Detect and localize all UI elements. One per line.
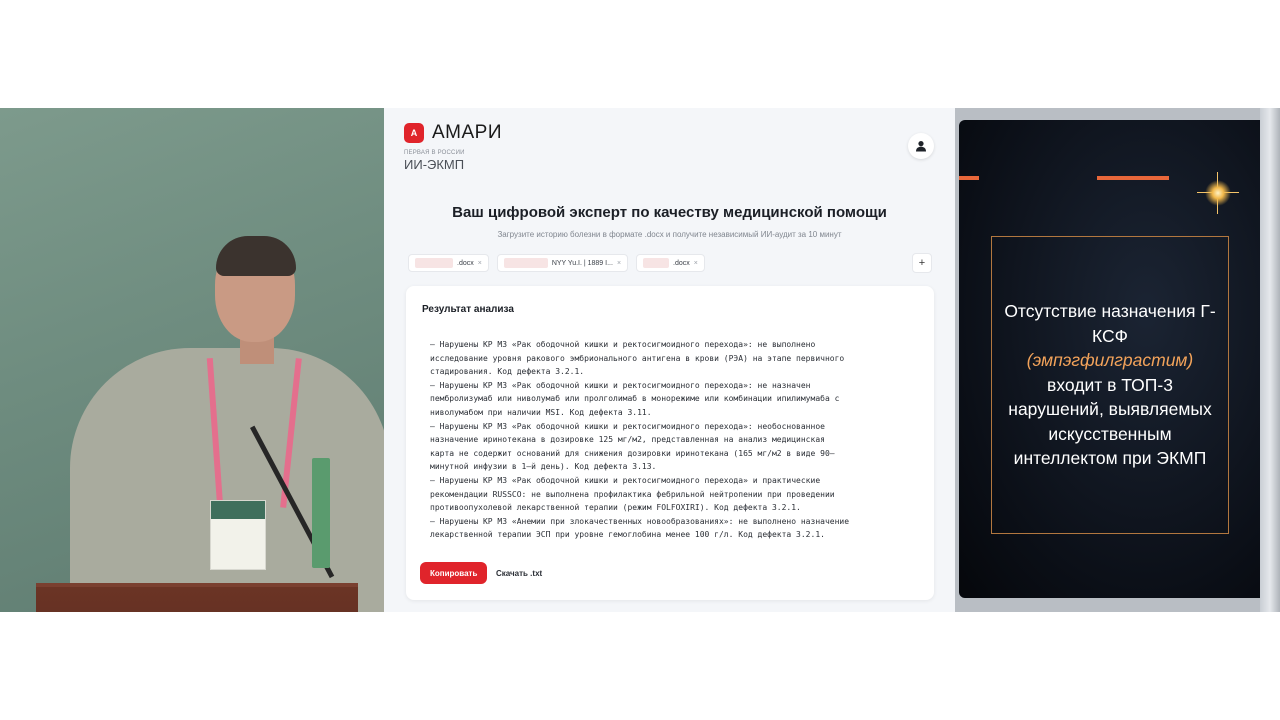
speaker-video — [0, 108, 384, 612]
podium — [36, 583, 358, 612]
page-subtitle: Загрузите историю болезни в формате .docx и получите независимый ИИ-аудит за 10 минут — [497, 230, 842, 239]
list-item: – Нарушены КР МЗ «Рак ободочной кишки и ректосигмоидного перехода» и практические рекомендации RUSSCO: не выполнена профилактика фебрильной нейтропении при проведении противоопухолевой лекарственной терапии (режим FOLFOXIRI). Код дефекта 3.2.1. — [430, 475, 835, 513]
file-chip[interactable] — [497, 254, 628, 272]
slide-background — [959, 120, 1271, 598]
result-title: Результат анализа — [422, 304, 514, 315]
slide-frame — [1260, 108, 1280, 612]
slide-text — [1000, 299, 1220, 471]
tagline: ПЕРВАЯ В РОССИИ — [404, 150, 465, 156]
app-screen — [384, 108, 955, 612]
decor-line — [1097, 176, 1169, 180]
close-icon[interactable]: × — [616, 259, 622, 267]
speaker-hair — [216, 236, 296, 276]
redacted-filename — [643, 258, 669, 268]
result-card — [406, 286, 934, 600]
logo-mark: A — [404, 123, 424, 143]
list-item: – Нарушены КР МЗ «Рак ободочной кишки и ректосигмоидного перехода»: не назначен пембролизумаб или ниволумаб или пролголимаб в монорежиме или комбинации ипилимумаба с ниволумабом при наличии MSI. Код дефекта 3.11. — [430, 380, 840, 417]
decor-line — [959, 176, 979, 180]
redacted-filename — [415, 258, 453, 268]
close-icon[interactable]: × — [693, 259, 698, 267]
copy-button[interactable]: Копировать — [420, 562, 487, 584]
list-item: – Нарушены КР МЗ «Рак ободочной кишки и ректосигмоидного перехода»: необоснованное назначение иринотекана в дозировке 125 мг/м2, представленная на анализ медицинская карта не содержит оснований для снижения дозировки иринотекана (165 мг/м2 в виде 90– минутной инфузии в 1–й день). Код дефекта 3.13. — [430, 421, 835, 472]
file-chip-label: NYY Yu.I. | 1889 I... — [551, 259, 613, 267]
download-txt-button[interactable]: Скачать .txt — [490, 562, 548, 584]
star-icon — [1205, 180, 1231, 206]
file-chip-label: .docx — [457, 259, 474, 267]
slide-text-line: входит в ТОП-3 нарушений, выявляемых искусственным интеллектом при ЭКМП — [1008, 374, 1212, 469]
name-badge — [210, 500, 266, 570]
close-icon[interactable]: × — [477, 259, 482, 267]
page-title: Ваш цифровой эксперт по качеству медицинской помощи — [452, 204, 887, 221]
uploaded-files — [408, 254, 705, 272]
file-chip-label: .docx — [673, 259, 690, 267]
logo[interactable] — [404, 122, 502, 144]
speaker-body — [70, 348, 384, 612]
user-icon — [915, 140, 927, 152]
file-chip[interactable] — [636, 254, 705, 272]
slide-text-line: Отсутствие назначения Г-КСФ — [1004, 301, 1216, 346]
slide-text-accent: (эмпэгфилграстим) — [1026, 350, 1194, 371]
brand-name: АМАРИ — [432, 122, 503, 143]
list-item: – Нарушены КР МЗ «Рак ободочной кишки и ректосигмоидного перехода»: не выполнено исследование уровня ракового эмбрионального антигена в крови (РЭА) на этапе первичного стадирования. Код дефекта 3.2.1. — [430, 340, 845, 377]
list-item: – Нарушены КР МЗ «Анемии при злокачественных новообразованиях»: не выполнено назначение лекарственной терапии ЭСП при уровне гемоглобина менее 100 г/л. Код дефекта 3.2.1. — [430, 516, 850, 540]
result-list[interactable] — [430, 338, 922, 542]
file-chip[interactable] — [408, 254, 489, 272]
plus-icon: + — [918, 257, 926, 269]
app-header — [404, 122, 502, 172]
redacted-filename — [504, 258, 548, 268]
user-menu-button[interactable] — [908, 133, 934, 159]
presentation-slide — [955, 108, 1280, 612]
slide-text-box — [991, 236, 1229, 534]
flag — [312, 458, 330, 568]
product-name: ИИ-ЭКМП — [404, 157, 465, 172]
add-file-button[interactable] — [912, 253, 932, 273]
